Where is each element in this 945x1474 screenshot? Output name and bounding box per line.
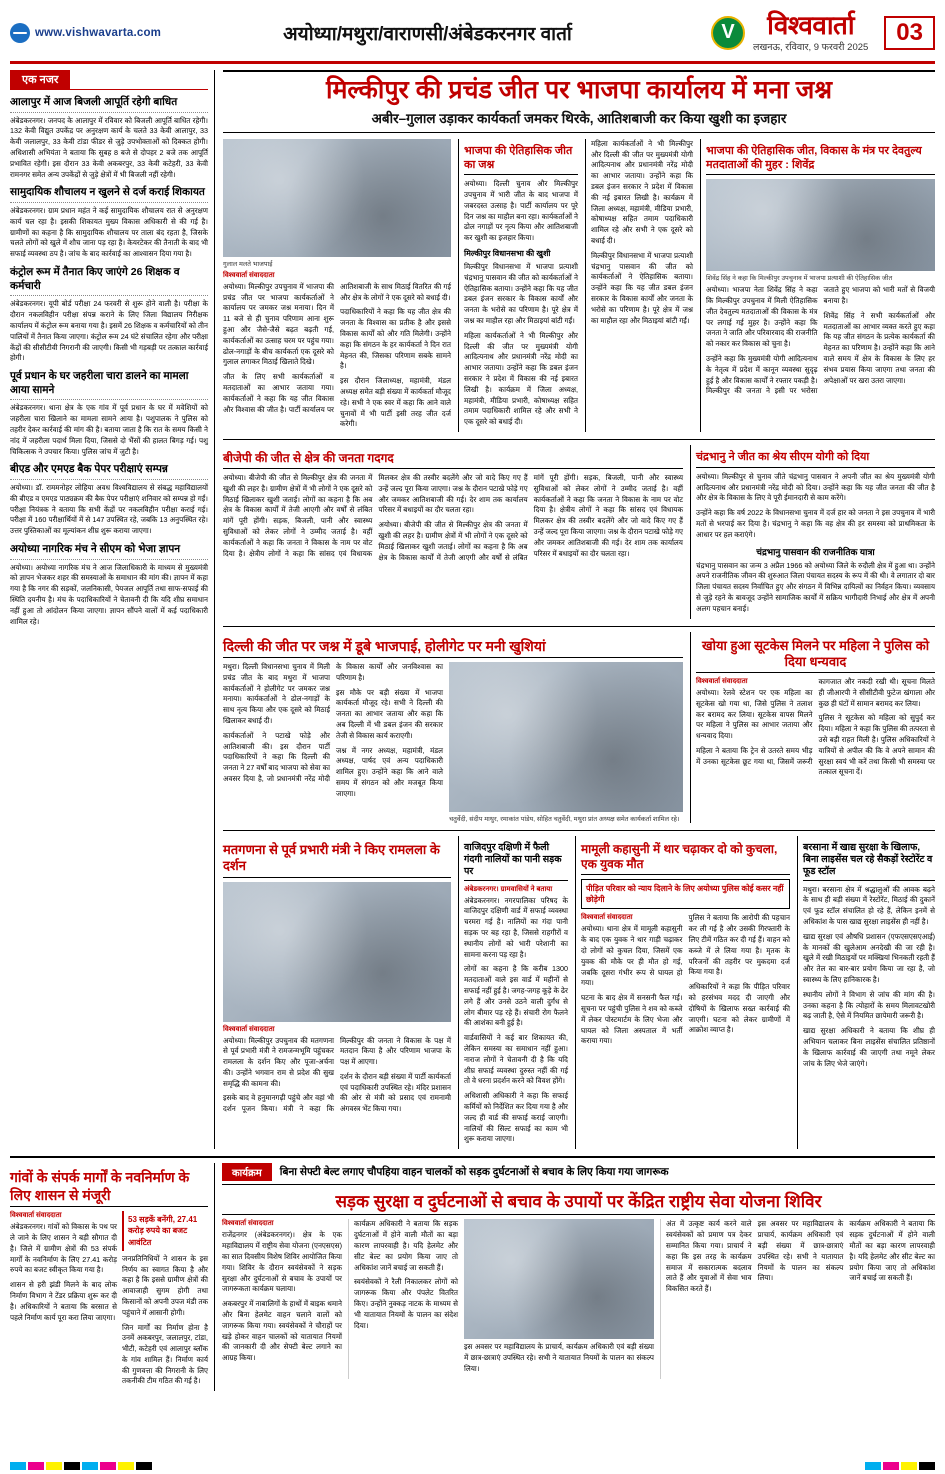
story-holi-photo <box>449 662 683 812</box>
story-thar-quote: पीड़ित परिवार को न्याय दिलाने के लिए अयोध्या पुलिस कोई कसर नहीं छोड़ेगी <box>581 879 790 909</box>
masthead-left <box>10 23 220 43</box>
brand-dateline: लखनऊ, रविवार, 9 फरवरी 2025 <box>753 42 869 53</box>
ek-nazar-item <box>10 463 208 537</box>
story-shrey-paragraph: उन्होंने कहा कि वर्ष 2022 के विधानसभा चुनाव में दर्ज हार को जनता ने इस उपचुनाव में भारी मतों से भरपाई कर दिया है। चंद्रभानु ने कहा कि वह क्षेत्र की हर समस्या को प्राथमिकता के आधार पर हल कराएंगे। <box>696 508 935 539</box>
story-sampark-paragraph: जनप्रतिनिधियों ने शासन के इस निर्णय का स्वागत किया है और कहा है कि इससे ग्रामीण क्षेत्रों की आवाजाही सुगम होगी तथा किसानों को अपनी उपज मंडी तक पहुंचाने में आसानी होगी। <box>122 1253 208 1317</box>
brand-block <box>753 12 868 53</box>
ek-nazar-item <box>10 543 208 627</box>
story-ramlala-paragraph: दर्शन के दौरान बड़ी संख्या में पार्टी कार्यकर्ता एवं पदाधिकारी उपस्थित रहे। मंदिर प्रशासन की ओर से मंत्री को प्रसाद एवं रामनामी अंगवस्त्र भेंट किया गया। <box>340 1071 451 1114</box>
story-devtulya-headline: भाजपा की ऐतिहासिक जीत, विकास के मंत्र पर देवतुल्य मतदाताओं की मुहर : शिवेंद्र <box>706 145 935 176</box>
main-content <box>223 70 935 1149</box>
story-suitcase <box>690 632 935 824</box>
story-ganga-paragraph: वार्डवासियों ने कई बार शिकायत की, लेकिन समस्या का समाधान नहीं हुआ। नाराज लोगों ने चेतावनी दी है कि यदि शीघ्र सफाई व्यवस्था दुरुस्त नहीं की गई तो वे धरना प्रदर्शन करने को विवश होंगे। <box>464 1033 568 1086</box>
story-suitcase-paragraph: पुलिस ने सूटकेस को महिला को सुपुर्द कर दिया। महिला ने कहा कि पुलिस की तत्परता से उसे बड़ी राहत मिली है। पुलिस अधिकारियों ने यात्रियों से अपील की कि वे अपने सामान की सुरक्षा स्वयं भी करें तथा किसी भी समस्या पर तत्काल सूचना दें। <box>818 713 935 777</box>
story-holi-headline: दिल्ली की जीत पर जश्न में डूबे भाजपाई, होलीगेट पर मनी खुशियां <box>223 638 683 659</box>
ek-nazar-item <box>10 370 208 457</box>
item-body: अयोध्या। डॉ. राममनोहर लोहिया अवध विश्वविद्यालय से संबद्ध महाविद्यालयों की बीएड व एमएड पाठ्यक्रम की बैक पेपर परीक्षाएं शनिवार को सम्पन्न हो गईं। परीक्षा नियंत्रक ने बताया कि सभी केंद्रों पर नकलविहीन परीक्षा कराई गई। परीक्षा में 160 परीक्षार्थियों में से 147 उपस्थित रहे, जबकि 13 अनुपस्थित रहे। उत्तर पुस्तिकाओं का मूल्यांकन शीघ्र शुरू कराया जाएगा। <box>10 483 208 536</box>
karyakram-paragraph: स्वयंसेवकों ने रैली निकालकर लोगों को जागरूक किया और पंपलेट वितरित किए। उन्होंने नुक्कड़ नाटक के माध्यम से भी यातायात नियमों के पालन का संदेश दिया। <box>354 1277 458 1330</box>
karyakram-paragraph: इस अवसर पर महाविद्यालय के प्राचार्य, कार्यक्रम अधिकारी एवं बड़ी संख्या में छात्र-छात्राएं उपस्थित रहे। सभी ने यातायात नियमों के पालन का संकल्प लिया। <box>757 1219 844 1283</box>
story-sampark-quote: 53 सड़कें बनेंगी, 27.41 करोड़ रुपये का बजट आवंटित <box>122 1211 208 1251</box>
item-headline: सामुदायिक शौचालय न खुलने से दर्ज कराई शिकायत <box>10 186 208 203</box>
ek-nazar-item <box>10 186 208 260</box>
story-jashn-paragraph: महिला कार्यकर्ताओं ने भी मिल्कीपुर और दिल्ली की जीत पर मुख्यमंत्री योगी आदित्यनाथ और प्रधानमंत्री नरेंद्र मोदी का आभार जताया। उन्होंने कहा कि डबल इंजन सरकार ने प्रदेश में विकास की नई इबारत लिखी है। कार्यक्रम में जिला अध्यक्ष, महामंत्री, मीडिया प्रभारी, कोषाध्यक्ष सहित तमाम पदाधिकारी शामिल रहे और सभी ने एक दूसरे को बधाई दी। <box>591 138 693 245</box>
item-headline: बीएड और एमएड बैक पेपर परीक्षाएं सम्पन्न <box>10 463 208 480</box>
story-shrey-paragraph: अयोध्या। मिल्कीपुर से चुनाव जीते चंद्रभानु पासवान ने अपनी जीत का श्रेय मुख्यमंत्री योगी आदित्यनाथ और प्रधानमंत्री नरेंद्र मोदी को दिया। उन्होंने कहा कि यह जीत जनता की जीत है और क्षेत्र के विकास के लिए वे पूरी ईमानदारी से काम करेंगे। <box>696 471 935 503</box>
story-ganga-headline: वाजिदपुर दक्षिणी में फैली गंदगी नालियों का पानी सड़क पर <box>464 842 568 881</box>
story-ganga-paragraph: अंबेडकरनगर। नगरपालिका परिषद के वाजिदपुर दक्षिणी वार्ड में सफाई व्यवस्था चरमरा गई है। नालियों का गंदा पानी सड़क पर बह रहा है, जिससे राहगीरों व स्थानीय लोगों को भारी परेशानी का सामना करना पड़ रहा है। <box>464 895 568 959</box>
item-body: अंबेडकरनगर। यूपी बोर्ड परीक्षा 24 फरवरी से शुरू होने वाली है। परीक्षा के दौरान नकलविहीन परीक्षा संपन्न कराने के लिए जिला विद्यालय निरीक्षक कार्यालय में कंट्रोल रूम बनाया गया है। इसमें 26 शिक्षक व कर्मचारियों को तीन पालियों में तैनात किया जाएगा। कंट्रोल रूम 24 घंटे संचालित रहेगा और परीक्षा केंद्रों की सीसीटीवी निगरानी की जाएगी। किसी भी गड़बड़ी पर तत्काल कार्रवाई होगी। <box>10 299 208 363</box>
story-sampark-paragraph: अंबेडकरनगर। गांवों को विकास के पथ पर ले जाने के लिए शासन ने बड़ी सौगात दी है। जिले में ग्रामीण क्षेत्रों की 53 संपर्क मार्गों के नवनिर्माण के लिए 27.41 करोड़ रुपये का बजट स्वीकृत किया गया है। <box>10 1222 117 1275</box>
bottom-band <box>10 1156 935 1391</box>
story-janta-paragraph: अयोध्या। बीजेपी की जीत से मिल्कीपुर क्षेत्र की जनता में खुशी की लहर है। ग्रामीण क्षेत्रों में भी लोगों ने एक दूसरे को मिठाई खिलाकर खुशी जताई। लोगों का कहना है कि अब क्षेत्र के विकास कार्यों में तेजी आएगी और वर्षों से लंबित मांगें पूरी होंगी। सड़क, बिजली, पानी और स्वास्थ्य सुविधाओं को लेकर लोगों ने उम्मीद जताई है। वहीं कार्यकर्ताओं ने कहा कि जनता ने विकास के नाम पर वोट दिया है। क्षेत्रीय लोगों ने कहा कि सांसद एवं विधायक मिलकर क्षेत्र की तस्वीर बदलेंगे और जो वादे किए गए हैं उन्हें जल्द पूरा किया जाएगा। जश्न के दौरान पटाखे फोड़े गए और जमकर आतिशबाजी की गई। देर शाम तक कार्यालय परिसर में बधाइयों का दौर चलता रहा। <box>223 472 528 558</box>
story-holi-paragraph: जश्न में नगर अध्यक्ष, महामंत्री, मंडल अध्यक्ष, पार्षद एवं अन्य पदाधिकारी शामिल हुए। उन्होंने कहा कि आने वाले समय में संगठन को और मजबूत किया जाएगा। <box>336 745 443 798</box>
masthead-right <box>635 12 935 53</box>
story-thar-byline: विश्ववार्ता संवाददाता <box>581 914 633 922</box>
lead-photo <box>223 139 451 257</box>
story-thar-headline: मामूली कहासुनी में थार चढ़ाकर दो को कुचला, एक युवक मौत <box>581 842 790 875</box>
item-body: अंबेडकरनगर। थाना क्षेत्र के एक गांव में पूर्व प्रधान के घर में मवेशियों को जहरीला चारा खिलाने का मामला सामने आया है। पशुपालक ने पुलिस को तहरीर देकर कार्रवाई की मांग की है। बताया जाता है कि रात के समय किसी ने नांद में जहरीला पदार्थ मिला दिया, जिससे दो भैंसों की हालत बिगड़ गई। पशु चिकित्सक ने उपचार किया। पुलिस जांच में जुटी है। <box>10 403 208 456</box>
story-jashn <box>458 139 578 432</box>
story-jashn-paragraph: मिल्कीपुर विधानसभा में भाजपा प्रत्याशी चंद्रभानु पासवान की जीत को कार्यकर्ताओं ने ऐतिहासिक बताया। उन्होंने कहा कि यह जीत डबल इंजन सरकार के विकास कार्यों और जनता के भरोसे का परिणाम है। पूरे क्षेत्र में जश्न का माहौल रहा और मिठाइयां बांटी गईं। <box>591 250 693 325</box>
story-suitcase-paragraph: अयोध्या। रेलवे स्टेशन पर एक महिला का सूटकेस खो गया था, जिसे पुलिस ने तलाश कर बरामद कर लिया। सूटकेस वापस मिलने पर महिला ने पुलिस का आभार जताया और धन्यवाद दिया। <box>696 688 813 741</box>
item-body: अंबेडकरनगर। जनपद के आलापुर में रविवार को बिजली आपूर्ति बाधित रहेगी। 132 केवी विद्युत उपकेंद्र पर अनुरक्षण कार्य के चलते 33 केवी आलापुर, 33 केवी जलालपुर, 33 केवी टांडा फीडर से जुड़े उपभोक्ताओं को दिक्कत होगी। अधिशासी अभियंता ने बताया कि सुबह 8 बजे से दोपहर 2 बजे तक आपूर्ति प्रभावित रहेगी। इस दौरान 33 केवी अकबरपुर, 33 केवी कटेहरी, 33 केवी रामनगर समेत अन्य उपकेंद्रों से जुड़े क्षेत्रों में भी बिजली नहीं रहेगी। <box>10 115 208 179</box>
globe-icon <box>10 23 30 43</box>
story-barsana-headline: बरसाना में खाद्य सुरक्षा के खिलाफ, बिना लाइसेंस चल रहे सैकड़ों रेस्टोरेंट व फूड स्टॉल <box>803 842 935 881</box>
karyakram-paragraph: अकबरपुर में नाबालिगों के हाथों में बाइक थमाने और बिना हेलमेट वाहन चलाने वालों को जागरूक किया गया। स्वयंसेवकों ने चौराहों पर खड़े होकर वाहन चालकों को यातायात नियमों की जानकारी दी और सेफ्टी बेल्ट लगाने का आग्रह किया। <box>222 1299 342 1363</box>
karyakram-paragraph: इस अवसर पर महाविद्यालय के प्राचार्य, कार्यक्रम अधिकारी एवं बड़ी संख्या में छात्र-छात्राएं उपस्थित रहे। सभी ने यातायात नियमों के पालन का संकल्प लिया। <box>464 1342 654 1373</box>
item-headline: कंट्रोल रूम में तैनात किए जाएंगे 26 शिक्षक व कर्मचारी <box>10 266 208 296</box>
story-devtulya-photo <box>706 179 935 271</box>
story-sampark-headline: गांवों के संपर्क मार्गों के नवनिर्माण के लिए शासन से मंजूरी <box>10 1169 208 1207</box>
karyakram-paragraph: कार्यक्रम अधिकारी ने बताया कि सड़क दुर्घटनाओं में होने वाली मौतों का बड़ा कारण लापरवाही है। यदि हेलमेट और सीट बेल्ट का प्रयोग किया जाए तो अधिकांश जानें बचाई जा सकती हैं। <box>849 1219 935 1283</box>
story-holi-paragraph: कार्यकर्ताओं ने पटाखे फोड़े और आतिशबाजी की। इस दौरान पार्टी पदाधिकारियों ने कहा कि दिल्ली की जनता ने 27 वर्षों बाद भाजपा को सेवा का अवसर दिया है, जो प्रधानमंत्री नरेंद्र मोदी के विकास कार्यों और जनविश्वास का परिणाम है। <box>223 662 443 783</box>
lead-photo-caption: गुलाल मलते भाजपाई <box>223 260 273 268</box>
story-jashn-paragraph: मिल्कीपुर विधानसभा में भाजपा प्रत्याशी चंद्रभानु पासवान की जीत को कार्यकर्ताओं ने ऐतिहासिक बताया। उन्होंने कहा कि यह जीत डबल इंजन सरकार के विकास कार्यों और जनता के भरोसे का परिणाम है। पूरे क्षेत्र में जश्न का माहौल रहा और मिठाइयां बांटी गईं। <box>464 262 578 326</box>
story-devtulya <box>700 139 935 432</box>
cmyk-registration-left <box>10 1462 152 1470</box>
story-ramlala-paragraph: अयोध्या। मिल्कीपुर उपचुनाव की मतगणना से पूर्व प्रभारी मंत्री ने रामजन्मभूमि पहुंचकर रामलला के दर्शन किए और पूजा-अर्चना की। उन्होंने भगवान राम से प्रदेश की सुख समृद्धि की कामना की। <box>223 1035 334 1088</box>
story-ramlala <box>223 836 451 1149</box>
karyakram-block <box>222 1163 935 1391</box>
story-devtulya-paragraph: शिवेंद्र सिंह ने सभी कार्यकर्ताओं और मतदाताओं का आभार व्यक्त करते हुए कहा कि यह जीत संगठन के प्रत्येक कार्यकर्ता की मेहनत का परिणाम है। उन्होंने कहा कि आने वाले समय में क्षेत्र के विकास के लिए हर संभव प्रयास किया जाएगा तथा जनता की अपेक्षाओं पर खरा उतरा जाएगा। <box>823 310 935 385</box>
story-devtulya-photo-caption: शिवेंद्र सिंह ने कहा कि मिल्कीपुर उपचुनाव में भाजपा प्रत्याशी की ऐतिहासिक जीत <box>706 275 893 283</box>
story-ramlala-byline: विश्ववार्ता संवाददाता <box>223 1025 275 1033</box>
story-janta-headline: बीजेपी की जीत से क्षेत्र की जनता गदगद <box>223 451 683 469</box>
lead-paragraph: जीत के लिए सभी कार्यकर्ताओं व मतदाताओं का आभार जताया गया। कार्यकर्ताओं ने कहा कि यह जीत विकास और विश्वास की जीत है। पार्टी कार्यालय पर आतिशबाजी के साथ मिठाई वितरित की गई और क्षेत्र के लोगों ने एक दूसरे को बधाई दी। <box>223 281 451 414</box>
story-barsana-paragraph: खाद्य सुरक्षा अधिकारी ने बताया कि शीघ्र ही अभियान चलाकर बिना लाइसेंस संचालित प्रतिष्ठानों के खिलाफ कार्रवाई की जाएगी तथा नमूने लेकर जांच के लिए भेजे जाएंगे। <box>803 1026 935 1068</box>
page-body <box>10 70 935 1149</box>
karyakram-tab: कार्यक्रम <box>222 1163 272 1181</box>
story-devtulya-paragraph: अयोध्या। भाजपा नेता शिवेंद्र सिंह ने कहा कि मिल्कीपुर उपचुनाव में मिली ऐतिहासिक जीत देवतुल्य मतदाताओं की विकास के मंत्र पर लगाई गई मुहर है। उन्होंने कहा कि जनता ने जाति और परिवारवाद की राजनीति को नकार कर विकास को चुना है। <box>706 285 818 349</box>
lead-subheadline: अबीर–गुलाल उड़ाकर कार्यकर्ता जमकर थिरके, आतिशबाजी कर किया खुशी का इजहार <box>223 109 935 133</box>
story-thar-body <box>581 913 790 1047</box>
story-barsana-paragraph: मथुरा। बरसाना क्षेत्र में श्रद्धालुओं की आवक बढ़ने के साथ ही बड़ी संख्या में रेस्टोरेंट, मिठाई की दुकानें एवं फूड स्टॉल संचालित हो रहे हैं, लेकिन इनमें से अधिकांश के पास खाद्य सुरक्षा लाइसेंस ही नहीं है। <box>803 884 935 927</box>
story-barsana-paragraph: स्थानीय लोगों ने विभाग से जांच की मांग की है। उनका कहना है कि त्योहारों के समय मिलावटखोरी बढ़ जाती है, ऐसे में नियमित छापेमारी जरूरी है। <box>803 989 935 1021</box>
website-url[interactable]: www.vishwavarta.com <box>35 26 162 39</box>
item-headline: आलापुर में आज बिजली आपूर्ति रहेगी बाधित <box>10 96 208 113</box>
story-jashn-headline: भाजपा की ऐतिहासिक जीत का जश्न <box>464 145 578 176</box>
brand-logo-icon: V <box>711 16 745 50</box>
story-janta-body <box>223 473 683 563</box>
story-holi-photo-caption: चतुर्वेदी, संदीप माथुर, रमाकांत पांडेय, सोहित चतुर्वेदी, मथुरा प्रांत अध्यक्ष समेत कार्यकर्ता शामिल रहे। <box>449 816 680 823</box>
lead-paragraph: इस दौरान जिलाध्यक्ष, महामंत्री, मंडल अध्यक्ष समेत बड़ी संख्या में कार्यकर्ता मौजूद रहे। सभी ने एक स्वर में कहा कि आने वाले चुनावों में भी पार्टी इसी तरह जीत दर्ज करेगी। <box>340 376 451 429</box>
story-janta <box>223 445 683 619</box>
story-holi-paragraph: इस मौके पर बड़ी संख्या में भाजपा कार्यकर्ता मौजूद रहे। सभी ने दिल्ली की जनता का आभार जताया और कहा कि अब दिल्ली में भी डबल इंजन की सरकार तेजी से विकास कार्य कराएगी। <box>336 687 443 740</box>
karyakram-header <box>222 1163 935 1185</box>
story-shrey-paragraph: चंद्रभानु पासवान का जन्म 3 अप्रैल 1966 को अयोध्या जिले के रुदौली क्षेत्र में हुआ था। उन्होंने अपने राजनीतिक जीवन की शुरुआत जिला पंचायत सदस्य के रूप में की थी। वे लगातार दो बार जिला पंचायत सदस्य निर्वाचित हुए और संगठन में विभिन्न दायित्वों का निर्वहन किया। व्यवसाय से जुड़े रहने के बावजूद उन्होंने सामाजिक कार्यों में सक्रिय भागीदारी निभाई और क्षेत्र में अपनी अलग पहचान बनाई। <box>696 560 935 613</box>
ek-nazar-column <box>10 70 215 1149</box>
karyakram-byline: विश्ववार्ता संवाददाता <box>222 1220 274 1228</box>
row-three <box>223 626 935 824</box>
lead-paragraph: अयोध्या। मिल्कीपुर उपचुनाव में भाजपा की प्रचंड जीत पर भाजपा कार्यकर्ताओं ने कार्यालय पर जमकर जश्न मनाया। दिन में 11 बजे से ही चुनाव परिणाम आना शुरू हुआ और जैसे-जैसे बढ़त बढ़ती गई, कार्यकर्ताओं का उत्साह चरम पर पहुंच गया। ढोल-नगाड़ों के बीच कार्यकर्ता एक दूसरे को गुलाल लगाकर मिठाई खिलाते दिखे। <box>223 281 334 367</box>
ek-nazar-item <box>10 96 208 180</box>
story-thar-paragraph: घटना के बाद क्षेत्र में सनसनी फैल गई। सूचना पर पहुंची पुलिस ने शव को कब्जे में लेकर पोस्टमार्टम के लिए भेजा और घायल को जिला अस्पताल में भर्ती कराया गया। <box>581 993 683 1046</box>
masthead <box>10 8 935 64</box>
story-ramlala-photo <box>223 882 451 1022</box>
story-holi-body <box>223 662 443 823</box>
story-jashn-continued <box>585 139 693 432</box>
karyakram-strap: बिना सेफ्टी बेल्ट लगाए चौपहिया वाहन चालकों को सड़क दुर्घटनाओं से बचाव के लिए किया गया जागरूक <box>279 1166 669 1179</box>
story-ganga-byline: अंबेडकरनगर। ग्रामवासियों ने बताया <box>464 885 553 893</box>
story-sampark-paragraph: शासन से हरी झंडी मिलने के बाद लोक निर्माण विभाग ने टेंडर प्रक्रिया शुरू कर दी है। अधिकारियों ने बताया कि बरसात से पहले निर्माण कार्य पूरा करा लिया जाएगा। <box>10 1280 117 1322</box>
ek-nazar-tab: एक नजर <box>10 70 70 89</box>
lead-headline-block <box>223 70 935 133</box>
lead-byline: विश्ववार्ता संवाददाता <box>223 271 275 279</box>
story-janta-paragraph: अयोध्या। बीजेपी की जीत से मिल्कीपुर क्षेत्र की जनता में खुशी की लहर है। ग्रामीण क्षेत्रों में भी लोगों ने एक दूसरे को मिठाई खिलाकर खुशी जताई। लोगों का कहना है कि अब क्षेत्र के विकास कार्यों में तेजी आएगी और वर्षों से लंबित मांगें पूरी होंगी। सड़क, बिजली, पानी और स्वास्थ्य सुविधाओं को लेकर लोगों ने उम्मीद जताई है। वहीं कार्यकर्ताओं ने कहा कि जनता ने विकास के नाम पर वोट दिया है। क्षेत्रीय लोगों ने कहा कि सांसद एवं विधायक मिलकर क्षेत्र की तस्वीर बदलेंगे और जो वादे किए गए हैं उन्हें जल्द पूरा किया जाएगा। जश्न के दौरान पटाखे फोड़े गए और जमकर आतिशबाजी की गई। देर शाम तक कार्यालय परिसर में बधाइयों का दौर चलता रहा। <box>378 472 683 562</box>
story-thar-paragraph: अधिकारियों ने कहा कि पीड़ित परिवार को हरसंभव मदद दी जाएगी और दोषियों के खिलाफ सख्त कार्रवाई की जाएगी। घटना को लेकर ग्रामीणों में आक्रोश व्याप्त है। <box>688 982 790 1035</box>
story-holi <box>223 632 683 824</box>
story-shrey-headline: चंद्रभानु ने जीत का श्रेय सीएम योगी को दिया <box>696 451 935 468</box>
story-ganga-paragraph: अधिशासी अधिकारी ने कहा कि सफाई कर्मियों को निर्देशित कर दिया गया है और जल्द ही वार्ड की सफाई कराई जाएगी। नालियों की सिल्ट सफाई का काम भी शुरू कराया जाएगा। <box>464 1091 568 1144</box>
lead-headline: मिल्कीपुर की प्रचंड जीत पर भाजपा कार्यालय में मना जश्न <box>325 76 832 104</box>
story-devtulya-paragraph: उन्होंने कहा कि मुख्यमंत्री योगी आदित्यनाथ के नेतृत्व में प्रदेश में कानून व्यवस्था सुदृढ़ हुई है और विकास कार्यों ने रफ्तार पकड़ी है। मिल्कीपुर की जनता ने इसी पर भरोसा जताते हुए भाजपा को भारी मतों से विजयी बनाया है। <box>706 285 935 396</box>
lead-body <box>223 282 451 430</box>
brand-name: विश्ववार्ता <box>767 10 855 40</box>
lead-paragraph: पदाधिकारियों ने कहा कि यह जीत क्षेत्र की जनता के विश्वास का प्रतीक है और इससे विकास कार्यों को और गति मिलेगी। उन्होंने कहा कि संगठन के हर कार्यकर्ता ने दिन रात मेहनत की, जिसका परिणाम सबके सामने है। <box>340 307 451 371</box>
story-jashn-subhead: मिल्कीपुर विधानसभा की खुशी <box>464 249 551 259</box>
story-ganga <box>458 836 568 1149</box>
story-ganga-paragraph: लोगों का कहना है कि करीब 1300 मतदाताओं वाले इस वार्ड में महीनों से सफाई नहीं हुई है। जगह-जगह कूड़े के ढेर लगे हैं और उनसे उठने वाली दुर्गंध से लोग बीमार पड़ रहे हैं। संचारी रोग फैलने की आशंका बनी हुई है। <box>464 964 568 1028</box>
karyakram-paragraph: राजेंद्रनगर (अंबेडकरनगर)। क्षेत्र के एक महाविद्यालय में राष्ट्रीय सेवा योजना (एनएसएस) का सात दिवसीय विशेष शिविर आयोजित किया गया। शिविर के दौरान स्वयंसेवकों ने सड़क सुरक्षा और दुर्घटनाओं से बचाव के उपायों पर जागरूकता कार्यक्रम चलाया। <box>222 1230 342 1294</box>
row-two <box>223 439 935 619</box>
story-ramlala-headline: मतगणना से पूर्व प्रभारी मंत्री ने किए रामलला के दर्शन <box>223 842 451 878</box>
story-shrey-subhead: चंद्रभानु पासवान की राजनीतिक यात्रा <box>756 546 875 557</box>
item-body: अयोध्या। अयोध्या नागरिक मंच ने आज जिलाधिकारी के माध्यम से मुख्यमंत्री को ज्ञापन भेजकर शहर की समस्याओं के समाधान की मांग की। ज्ञापन में कहा गया है कि नगर की सड़कों, जलनिकासी, पेयजल आपूर्ति तथा साफ-सफाई की स्थिति दयनीय है। मंच के पदाधिकारियों ने चेतावनी दी कि यदि शीघ्र समाधान नहीं हुआ तो आंदोलन किया जाएगा। ज्ञापन सौंपने वालों में कई पदाधिकारी शामिल रहे। <box>10 562 208 626</box>
ek-nazar-item <box>10 266 208 364</box>
story-holi-paragraph: मथुरा। दिल्ली विधानसभा चुनाव में मिली प्रचंड जीत के बाद मथुरा में भाजपा कार्यकर्ताओं ने होलीगेट पर जमकर जश्न मनाया। कार्यकर्ताओं ने ढोल-नगाड़ों के साथ नृत्य किया और एक दूसरे को मिठाई खिलाकर बधाई दी। <box>223 662 330 725</box>
story-suitcase-byline: विश्ववार्ता संवाददाता <box>696 678 748 685</box>
story-suitcase-headline: खोया हुआ सूटकेस मिलने पर महिला ने पुलिस को दिया धन्यवाद <box>696 638 935 674</box>
item-body: अंबेडकरनगर। ग्राम प्रधान महंत ने कई सामुदायिक शौचालय रात से अनुरक्षण कार्य चल रहा है। इसकी शिकायत मुख्य विकास अधिकारी से की गई है। ग्रामीणों का कहना है कि सामुदायिक शौचालय पर ताला बंद रहता है, जिसके चलते लोगों को खुले में शौच जाना पड़ रहा है। केयरटेकर की तैनाती के बाद भी सफाई व्यवस्था ठप है। जांच के बाद कार्रवाई का आश्वासन दिया गया है। <box>10 206 208 259</box>
item-headline: अयोध्या नागरिक मंच ने सीएम को भेजा ज्ञापन <box>10 543 208 560</box>
story-sampark-byline: विश्ववार्ता संवाददाता <box>10 1212 62 1220</box>
lead-main <box>223 139 451 432</box>
story-thar-paragraph: अयोध्या। थाना क्षेत्र में मामूली कहासुनी के बाद एक युवक ने थार गाड़ी चढ़ाकर दो लोगों को कुचल दिया, जिसमें एक युवक की मौके पर ही मौत हो गई, जबकि दूसरा गंभीर रूप से घायल हो गया। <box>581 924 683 988</box>
story-suitcase-body <box>696 677 935 778</box>
story-ramlala-paragraph: इसके बाद वे हनुमानगढ़ी पहुंचे और वहां भी दर्शन पूजन किया। मंत्री ने कहा कि मिल्कीपुर की जनता ने विकास के पक्ष में मतदान किया है और परिणाम भाजपा के पक्ष में आएगा। <box>223 1035 451 1114</box>
ek-nazar-header <box>10 70 208 90</box>
story-jashn-paragraph: महिला कार्यकर्ताओं ने भी मिल्कीपुर और दिल्ली की जीत पर मुख्यमंत्री योगी आदित्यनाथ और प्रधानमंत्री नरेंद्र मोदी का आभार जताया। उन्होंने कहा कि डबल इंजन सरकार ने प्रदेश में विकास की नई इबारत लिखी है। कार्यक्रम में जिला अध्यक्ष, महामंत्री, मीडिया प्रभारी, कोषाध्यक्ष सहित तमाम पदाधिकारी शामिल रहे और सभी ने एक दूसरे को बधाई दी। <box>464 330 578 427</box>
karyakram-headline: सड़क सुरक्षा व दुर्घटनाओं से बचाव के उपायों पर केंद्रित राष्ट्रीय सेवा योजना शिविर <box>222 1191 935 1215</box>
story-shrey <box>690 445 935 619</box>
story-devtulya-body <box>706 285 935 397</box>
story-suitcase-paragraph: महिला ने बताया कि ट्रेन से उतरते समय भीड़ में उनका सूटकेस छूट गया था, जिसमें जरूरी कागजात और नकदी रखी थी। सूचना मिलते ही जीआरपी ने सीसीटीवी फुटेज खंगाला और कुछ ही घंटों में सामान बरामद कर लिया। <box>696 677 935 766</box>
story-sampark <box>10 1163 215 1391</box>
karyakram-photo <box>464 1219 654 1339</box>
item-headline: पूर्व प्रधान के घर जहरीला चारा डालने का मामला आया सामने <box>10 370 208 400</box>
story-thar-paragraph: पुलिस ने बताया कि आरोपी की पहचान कर ली गई है और उसकी गिरफ्तारी के लिए टीमें गठित कर दी गई हैं। वाहन को कब्जे में ले लिया गया है। मृतक के परिजनों की तहरीर पर मुकदमा दर्ज किया गया है। <box>688 913 790 977</box>
row-four <box>223 830 935 1149</box>
story-sampark-paragraph: जिन मार्गों का निर्माण होना है उनमें अकबरपुर, जलालपुर, टांडा, भीटी, कटेहरी एवं आलापुर ब्लॉक के गांव शामिल हैं। निर्माण कार्य की गुणवत्ता की निगरानी के लिए तकनीकी टीम गठित की गई है। <box>122 1322 208 1386</box>
story-jashn-paragraph: अयोध्या। दिल्ली चुनाव और मिल्कीपुर उपचुनाव में भारी जीत के बाद भाजपा में जबरदस्त उत्साह है। पार्टी कार्यालय पर पूरे दिन जश्न का माहौल बना रहा। कार्यकर्ताओं ने ढोल नगाड़ों पर नृत्य किया और आतिशबाजी कर खुशी का इजहार किया। <box>464 179 578 243</box>
story-barsana <box>797 836 935 1149</box>
karyakram-paragraph: कार्यक्रम अधिकारी ने बताया कि सड़क दुर्घटनाओं में होने वाली मौतों का बड़ा कारण लापरवाही है। यदि हेलमेट और सीट बेल्ट का प्रयोग किया जाए तो अधिकांश जानें बचाई जा सकती हैं। <box>354 1219 458 1272</box>
story-ramlala-body <box>223 1036 451 1118</box>
karyakram-paragraph: अंत में उत्कृष्ट कार्य करने वाले स्वयंसेवकों को प्रमाण पत्र देकर सम्मानित किया गया। प्राचार्य ने कहा कि इस तरह के कार्यक्रम समाज में सकारात्मक बदलाव लाते हैं और युवाओं में सेवा भाव विकसित करते हैं। <box>666 1219 752 1294</box>
cmyk-registration-right <box>865 1462 935 1470</box>
story-thar <box>575 836 790 1149</box>
lead-row <box>223 139 935 432</box>
masthead-edition-title: अयोध्या/मथुरा/वाराणसी/अंबेडकरनगर वार्ता <box>283 23 572 45</box>
page-number: 03 <box>884 16 935 50</box>
story-barsana-paragraph: खाद्य सुरक्षा एवं औषधि प्रशासन (एफएसएसएआई) के मानकों की खुलेआम अनदेखी की जा रही है। खुले में रखी मिठाइयों पर मक्खियां भिनकती रहती हैं और तेल का बार-बार प्रयोग किया जा रहा है, जो स्वास्थ्य के लिए हानिकारक है। <box>803 931 935 984</box>
